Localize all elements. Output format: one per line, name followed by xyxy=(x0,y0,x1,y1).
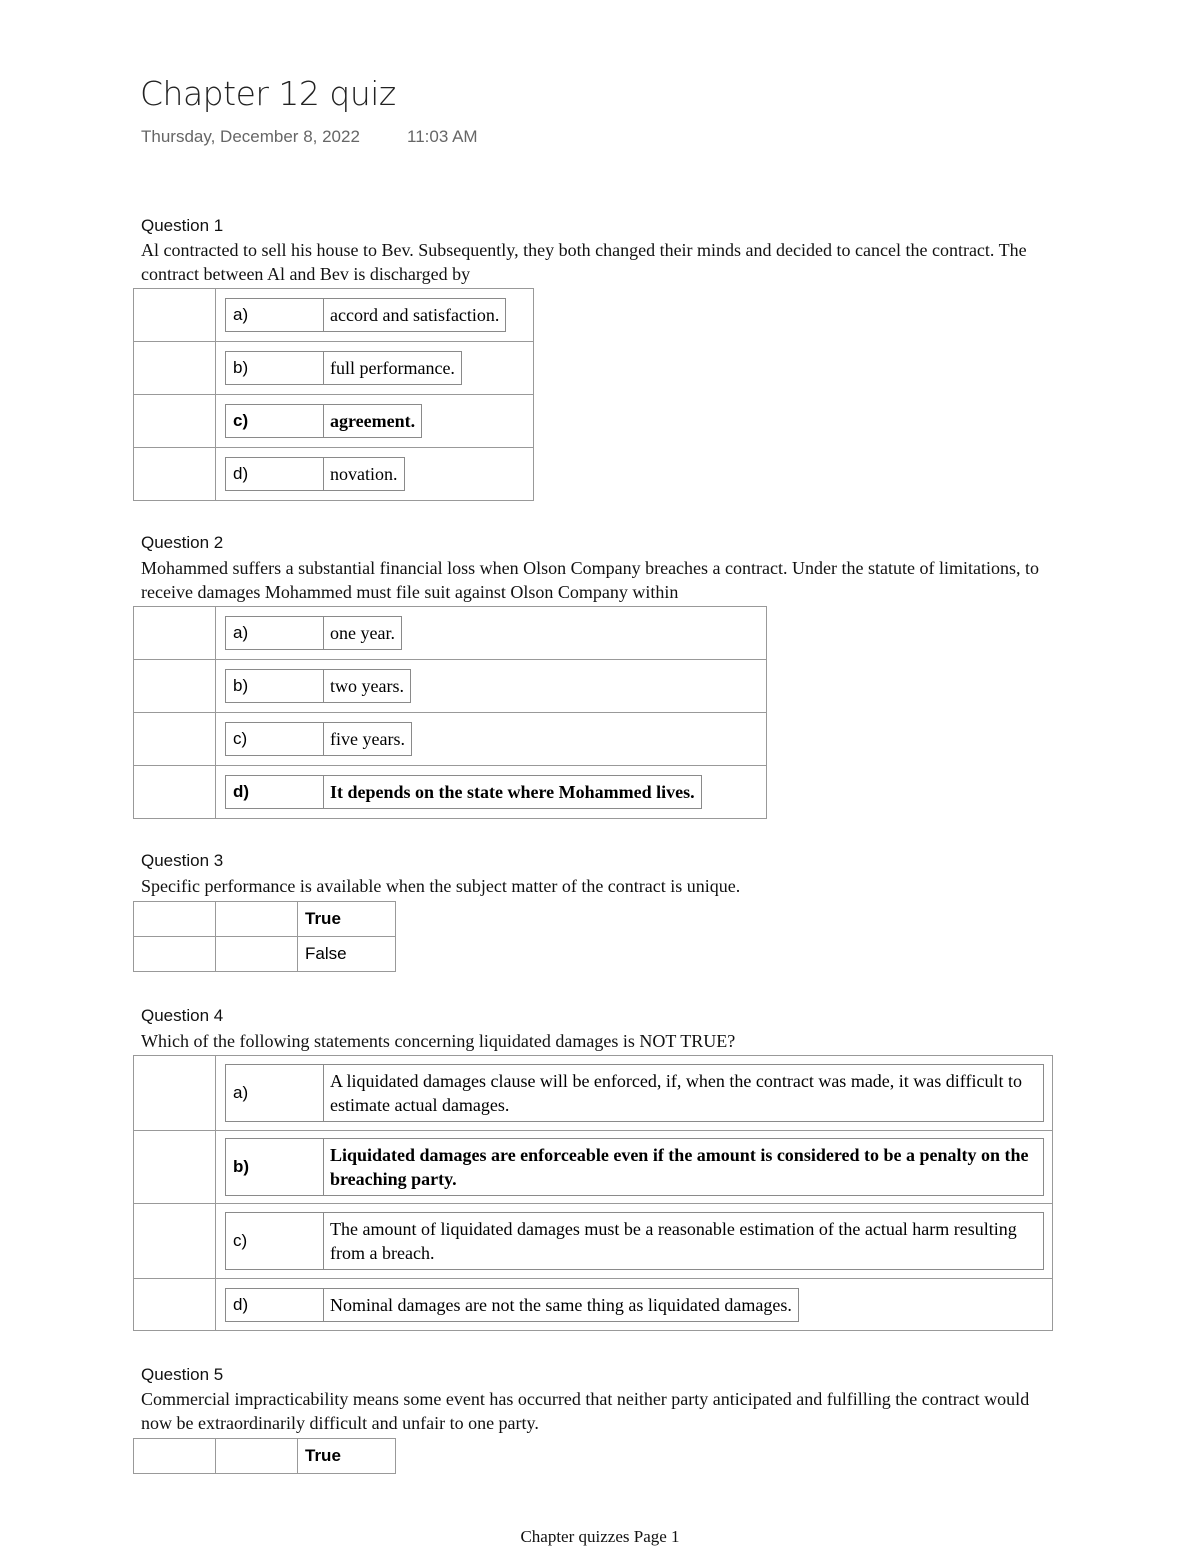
option-3-false[interactable] xyxy=(134,937,396,972)
question-3-text: Specific performance is available when the subject matter of the contract is unique. xyxy=(141,876,741,896)
option-letter: c) xyxy=(226,1213,324,1270)
option-text: It depends on the state where Mohammed lives. xyxy=(324,776,702,809)
question-1-text: Al contracted to sell his house to Bev. Subsequently, they both changed their minds and decided to cancel the contract. The contract between Al and Bev is discharged by xyxy=(141,240,1027,284)
question-4-heading: Question 4 xyxy=(141,1006,224,1025)
option-2b[interactable] xyxy=(225,669,411,703)
option-text: agreement. xyxy=(324,405,422,438)
option-letter: c) xyxy=(226,723,324,756)
option-5-true-selected[interactable] xyxy=(134,1439,396,1474)
option-text: five years. xyxy=(324,723,412,756)
option-letter: d) xyxy=(226,1288,324,1321)
option-text: A liquidated damages clause will be enforced, if, when the contract was made, it was difficult to estimate actual damages. xyxy=(324,1065,1044,1122)
option-letter: a) xyxy=(226,299,324,332)
question-2-text: Mohammed suffers a substantial financial loss when Olson Company breaches a contract. Under the statute of limitations, to receive damages Mohammed must file suit against Olson Company within xyxy=(141,558,1039,602)
option-4a[interactable] xyxy=(225,1064,1044,1122)
option-letter: d) xyxy=(226,458,324,491)
option-text: Liquidated damages are enforceable even if the amount is considered to be a penalty on the breaching party. xyxy=(324,1139,1044,1196)
option-1a[interactable] xyxy=(225,298,506,332)
option-text: novation. xyxy=(324,458,405,491)
option-3-true-selected[interactable] xyxy=(134,902,396,937)
option-2a[interactable] xyxy=(225,616,402,650)
option-letter: a) xyxy=(226,617,324,650)
option-text: Nominal damages are not the same thing as liquidated damages. xyxy=(324,1288,799,1321)
question-1-heading: Question 1 xyxy=(141,216,224,235)
option-text: True xyxy=(298,1439,396,1474)
option-text: two years. xyxy=(324,670,411,703)
page-title: Chapter 12 quiz xyxy=(140,74,396,113)
question-3-heading: Question 3 xyxy=(141,851,224,870)
option-2c[interactable] xyxy=(225,722,412,756)
option-text: The amount of liquidated damages must be a reasonable estimation of the actual harm resulting from a breach. xyxy=(324,1213,1044,1270)
option-letter: b) xyxy=(226,352,324,385)
question-3-options xyxy=(133,901,396,972)
question-2-heading: Question 2 xyxy=(141,533,224,552)
question-5-text: Commercial impracticability means some event has occurred that neither party anticipated and fulfilling the contract would now be extraordinarily difficult and unfair to one party. xyxy=(141,1389,1030,1433)
option-4d[interactable] xyxy=(225,1288,799,1322)
option-letter: a) xyxy=(226,1065,324,1122)
question-2-options xyxy=(133,606,767,819)
option-4c[interactable] xyxy=(225,1212,1044,1270)
question-4-text: Which of the following statements concerning liquidated damages is NOT TRUE? xyxy=(141,1031,736,1051)
option-text: True xyxy=(298,902,396,937)
option-1c-selected[interactable] xyxy=(225,404,422,438)
option-text: full performance. xyxy=(324,352,462,385)
option-letter: b) xyxy=(226,1139,324,1196)
page-time: 11:03 AM xyxy=(407,127,478,146)
option-letter: c) xyxy=(226,405,324,438)
question-4-options xyxy=(133,1055,1053,1331)
page-footer: Chapter quizzes Page 1 xyxy=(520,1527,680,1546)
option-1d[interactable] xyxy=(225,457,405,491)
option-text: one year. xyxy=(324,617,402,650)
question-1-options xyxy=(133,288,534,501)
question-5-heading: Question 5 xyxy=(141,1365,224,1384)
option-1b[interactable] xyxy=(225,351,462,385)
option-2d-selected[interactable] xyxy=(225,775,702,809)
option-4b-selected[interactable] xyxy=(225,1138,1044,1196)
option-text: False xyxy=(298,937,396,972)
question-5-options xyxy=(133,1438,396,1474)
option-letter: b) xyxy=(226,670,324,703)
page-date: Thursday, December 8, 2022 xyxy=(141,127,360,146)
option-letter: d) xyxy=(226,776,324,809)
option-text: accord and satisfaction. xyxy=(324,299,506,332)
